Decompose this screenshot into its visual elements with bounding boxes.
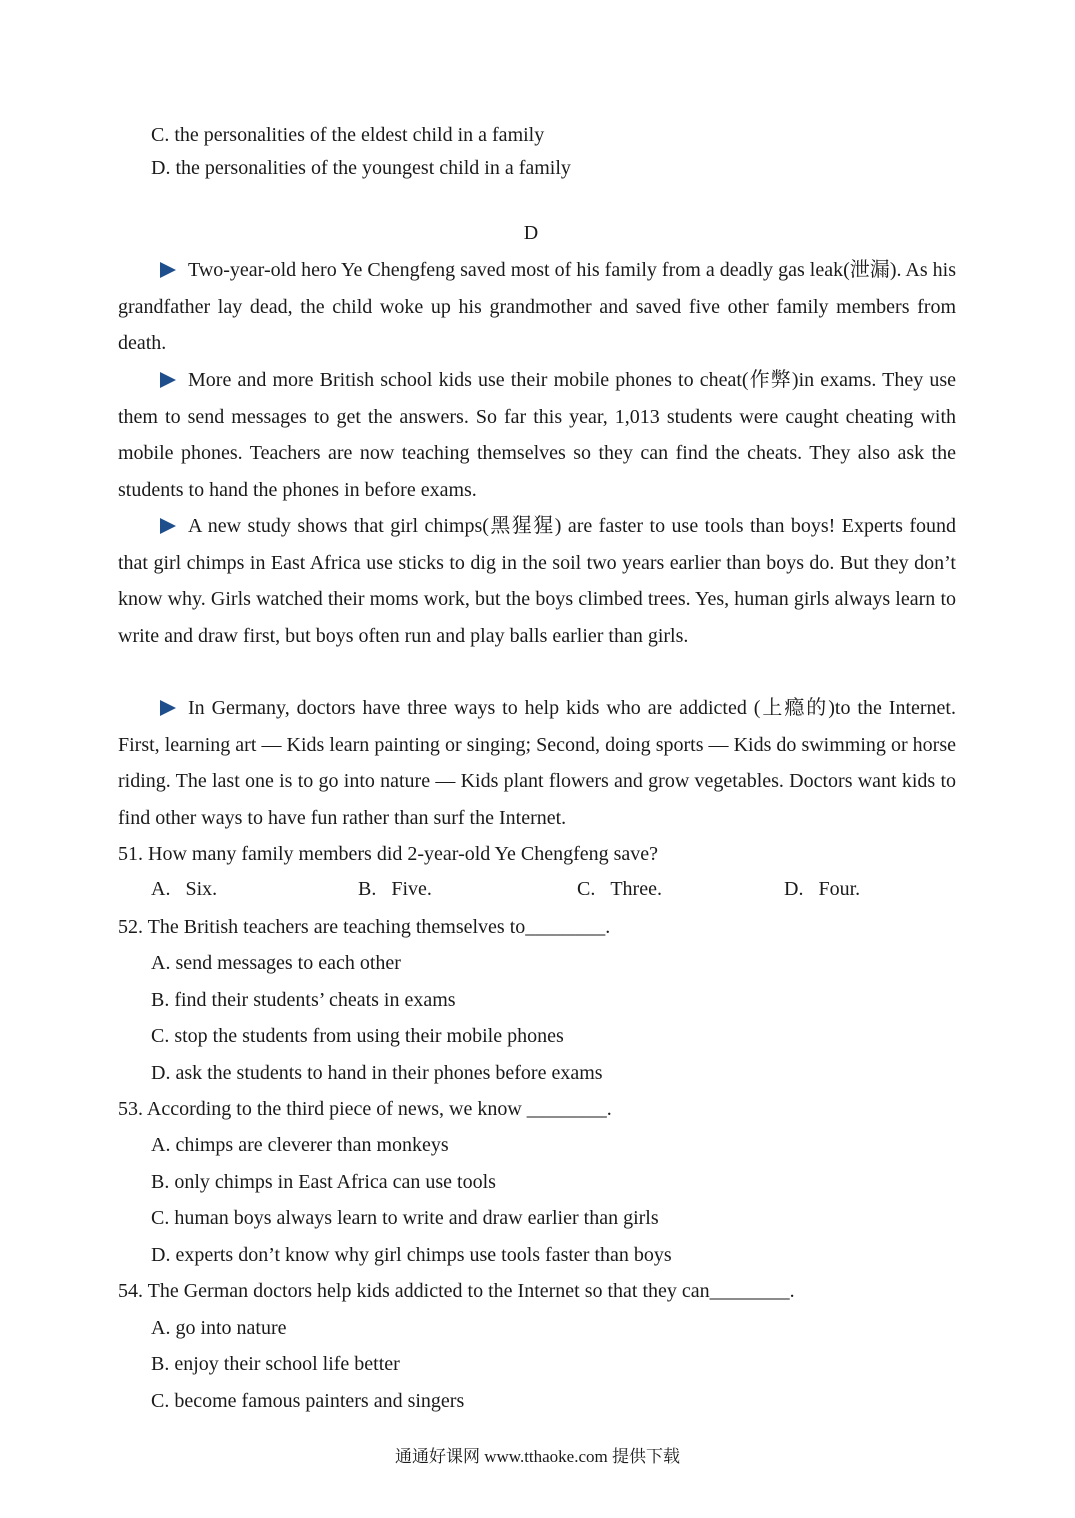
option-a: A. Six. — [151, 878, 218, 900]
arrow-bullet-icon — [160, 518, 176, 534]
question-53: 53. According to the third piece of news, we know ________. — [118, 1098, 612, 1120]
question-52: 52. The British teachers are teaching themselves to________. — [118, 916, 611, 938]
news-item-4 — [118, 690, 956, 836]
arrow-bullet-icon — [160, 372, 176, 388]
option-d-prev: D. the personalities of the youngest child in a family — [151, 157, 571, 179]
option-d: D. experts don’t know why girl chimps use tools faster than boys — [151, 1244, 672, 1266]
news-text-3: A new study shows that girl chimps(黑猩猩) are faster to use tools than boys! Experts found that girl chimps in East Africa use sticks to dig in the soil two years earlier than boys do. But they don’t know why. Girls watched their moms work, but the boys climbed trees. Yes, human girls always learn to write and draw first, but boys often run and play balls earlier than girls. — [118, 515, 956, 647]
question-51: 51. How many family members did 2-year-old Ye Chengfeng save? — [118, 843, 659, 865]
option-c: C. become famous painters and singers — [151, 1390, 465, 1412]
question-54: 54. The German doctors help kids addicted to the Internet so that they can________. — [118, 1280, 795, 1302]
option-a: A. chimps are cleverer than monkeys — [151, 1134, 449, 1156]
section-heading: D — [523, 222, 539, 244]
option-a: A. send messages to each other — [151, 952, 401, 974]
option-c: C. Three. — [577, 878, 662, 900]
option-c: C. stop the students from using their mobile phones — [151, 1025, 564, 1047]
page-footer: 通通好课网 www.tthaoke.com 提供下载 — [394, 1447, 681, 1466]
option-d: D. ask the students to hand in their phones before exams — [151, 1062, 603, 1084]
option-b: B. find their students’ cheats in exams — [151, 989, 456, 1011]
news-item-2 — [118, 362, 956, 508]
arrow-bullet-icon — [160, 262, 176, 278]
option-c-prev: C. the personalities of the eldest child in a family — [151, 124, 545, 146]
option-c: C. human boys always learn to write and draw earlier than girls — [151, 1207, 659, 1229]
news-item-1 — [118, 252, 956, 362]
option-b: B. Five. — [358, 878, 432, 900]
option-b: B. only chimps in East Africa can use tools — [151, 1171, 496, 1193]
arrow-bullet-icon — [160, 700, 176, 716]
news-text-1: Two-year-old hero Ye Chengfeng saved most of his family from a deadly gas leak(泄漏). As his grandfather lay dead, the child woke up his grandmother and saved five other family members from death. — [118, 259, 956, 354]
news-text-4: In Germany, doctors have three ways to help kids who are addicted (上瘾的)to the Internet. First, learning art — Kids learn painting or singing; Second, doing sports — Kids do swimming or horse riding. The last one is to go into nature — Kids plant flowers and grow vegetables. Doctors want kids to find other ways to have fun rather than surf the Internet. — [118, 697, 956, 829]
option-d: D. Four. — [784, 878, 861, 900]
option-b: B. enjoy their school life better — [151, 1353, 400, 1375]
news-item-3 — [118, 508, 956, 654]
news-text-2: More and more British school kids use their mobile phones to cheat(作弊)in exams. They use them to send messages to get the answers. So far this year, 1,013 students were caught cheating with mobile phones. Teachers are now teaching themselves so they can find the cheats. They also ask the students to hand the phones in before exams. — [118, 369, 956, 501]
question-51-options — [151, 878, 911, 902]
option-a: A. go into nature — [151, 1317, 287, 1339]
